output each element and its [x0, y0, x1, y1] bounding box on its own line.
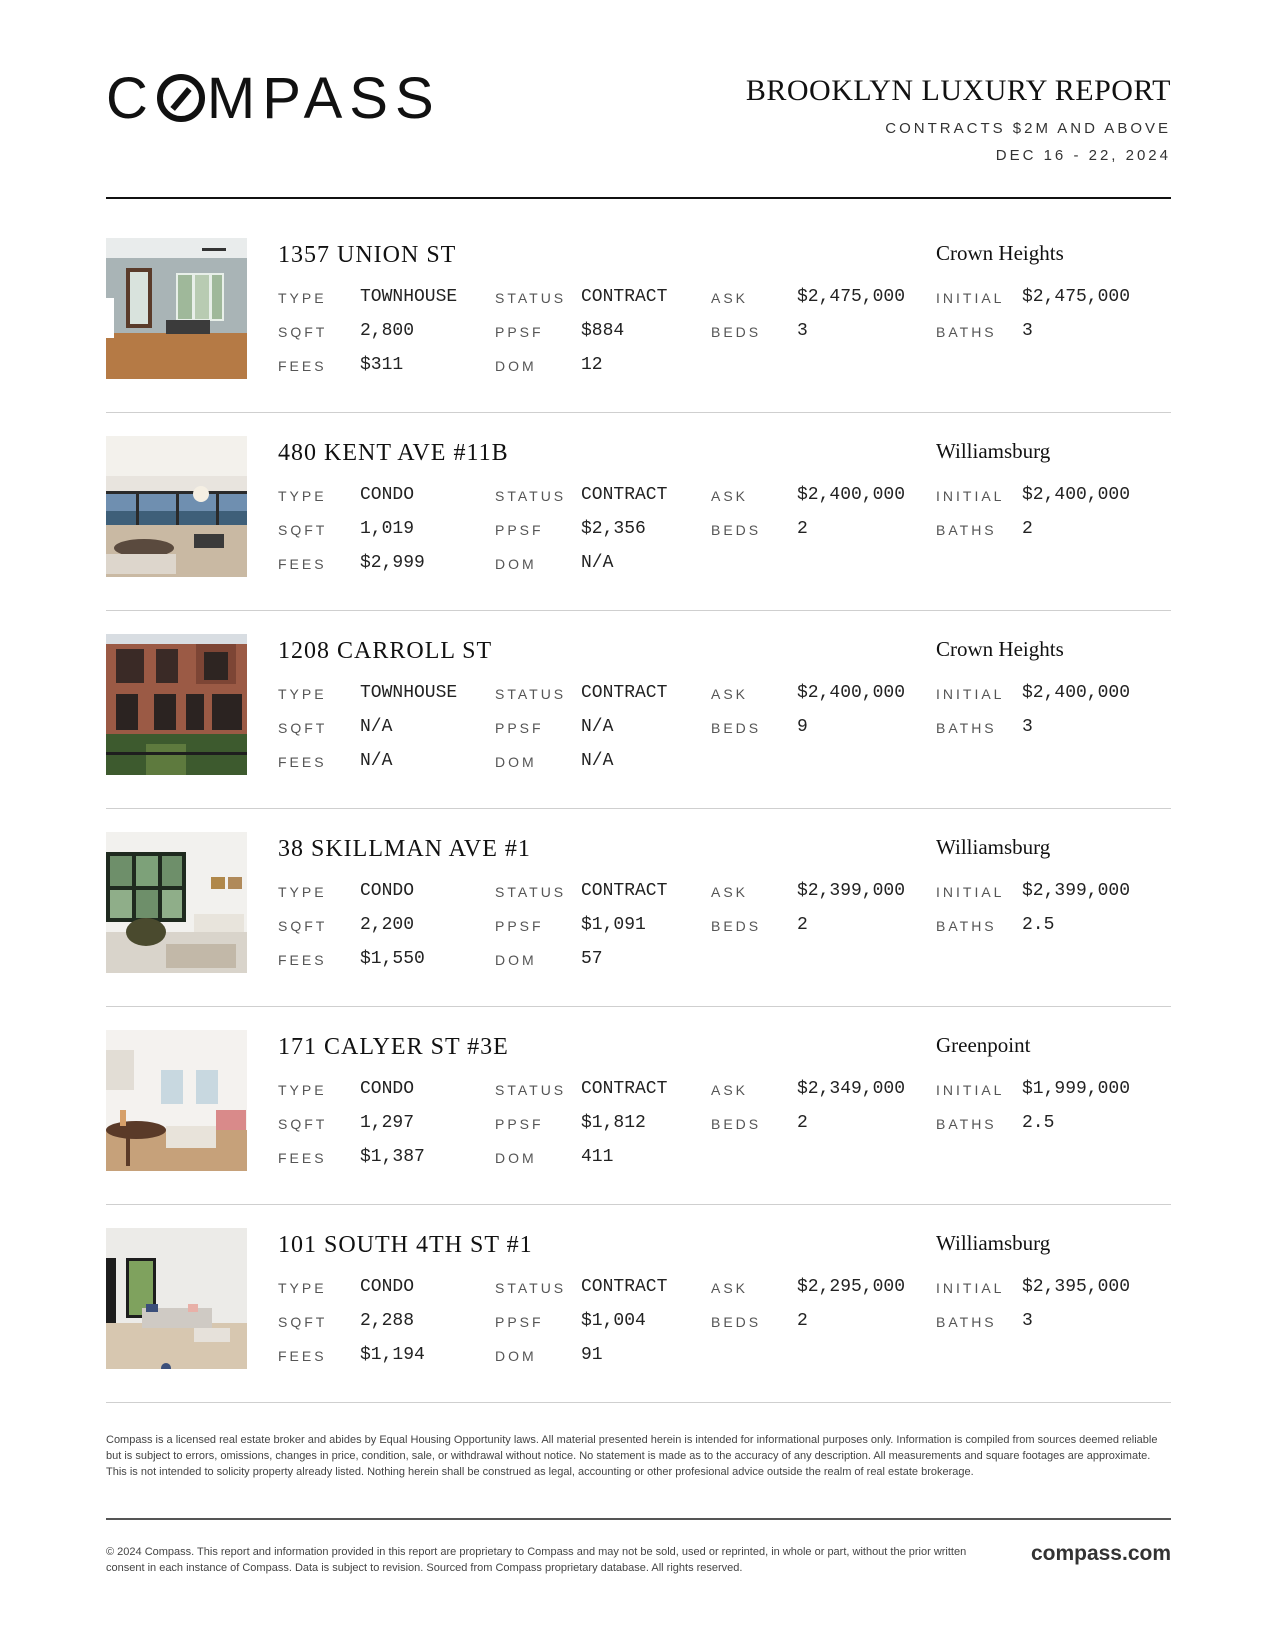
listing-neighborhood: Greenpoint — [936, 1033, 1031, 1057]
ask-value: $2,399,000 — [797, 881, 906, 901]
fees-label: FEES — [278, 1150, 327, 1166]
listing-neighborhood: Crown Heights — [936, 637, 1064, 661]
dom-label: DOM — [495, 1348, 537, 1364]
ppsf-value: $1,004 — [581, 1311, 646, 1331]
beds-value: 9 — [797, 717, 808, 737]
beds-label: BEDS — [711, 720, 762, 736]
initial-value: $2,400,000 — [1022, 683, 1131, 703]
beds-label: BEDS — [711, 324, 762, 340]
beds-label: BEDS — [711, 1314, 762, 1330]
ppsf-label: PPSF — [495, 324, 544, 340]
type-value: TOWNHOUSE — [360, 683, 458, 703]
dom-value: N/A — [581, 751, 614, 771]
dom-value: 411 — [581, 1147, 614, 1167]
sqft-label: SQFT — [278, 324, 328, 340]
listing-address: 171 CALYER ST #3E — [278, 1034, 509, 1060]
sqft-value: 1,297 — [360, 1113, 415, 1133]
legal-disclaimer: Compass is a licensed real estate broker and abides by Equal Housing Opportunity laws. All material presented herein is intended for informational purposes only. Information is compiled from sources deemed reliable but is subject to errors, omissions, changes in price, condition, sale, or withdrawal without notice. No statement is made as to the accuracy of any description. All measurements and square footages are approximate. This is not intended to solicity property already listed. Nothing herein shall be construed as legal, accounting or other profesional advice outside the realm of real estate brokerage. — [106, 1434, 1158, 1478]
ask-label: ASK — [711, 1082, 749, 1098]
status-label: STATUS — [495, 686, 567, 702]
sqft-label: SQFT — [278, 720, 328, 736]
fees-label: FEES — [278, 754, 327, 770]
beds-value: 2 — [797, 1113, 808, 1133]
report-subtitle: CONTRACTS $2M AND ABOVE — [885, 120, 1171, 137]
listing-divider — [106, 1204, 1171, 1205]
initial-label: INITIAL — [936, 884, 1005, 900]
type-value: CONDO — [360, 1079, 415, 1099]
fees-value: N/A — [360, 751, 393, 771]
listing-divider — [106, 808, 1171, 809]
baths-label: BATHS — [936, 522, 997, 538]
status-label: STATUS — [495, 884, 567, 900]
sqft-label: SQFT — [278, 1314, 328, 1330]
sqft-value: N/A — [360, 717, 393, 737]
listing-address: 480 KENT AVE #11B — [278, 440, 509, 466]
ppsf-label: PPSF — [495, 1314, 544, 1330]
beds-label: BEDS — [711, 1116, 762, 1132]
listing-row[interactable] — [106, 436, 1171, 634]
fees-label: FEES — [278, 952, 327, 968]
listing-address: 38 SKILLMAN AVE #1 — [278, 836, 531, 862]
listing-divider — [106, 412, 1171, 413]
ppsf-value: $1,812 — [581, 1113, 646, 1133]
property-photo[interactable] — [106, 634, 247, 775]
ask-label: ASK — [711, 290, 749, 306]
listing-divider — [106, 1006, 1171, 1007]
sqft-label: SQFT — [278, 918, 328, 934]
ask-label: ASK — [711, 884, 749, 900]
type-value: CONDO — [360, 485, 415, 505]
logo-letter-c: C — [106, 65, 155, 131]
baths-label: BATHS — [936, 1116, 997, 1132]
listings-list — [106, 238, 1171, 1426]
initial-value: $1,999,000 — [1022, 1079, 1131, 1099]
fees-label: FEES — [278, 1348, 327, 1364]
status-label: STATUS — [495, 290, 567, 306]
listing-row[interactable] — [106, 634, 1171, 832]
status-value: CONTRACT — [581, 485, 668, 505]
ppsf-value: N/A — [581, 717, 614, 737]
status-value: CONTRACT — [581, 287, 668, 307]
ppsf-value: $884 — [581, 321, 625, 341]
baths-value: 2.5 — [1022, 1113, 1055, 1133]
initial-label: INITIAL — [936, 1082, 1005, 1098]
listing-divider — [106, 610, 1171, 611]
listing-row[interactable] — [106, 832, 1171, 1030]
baths-label: BATHS — [936, 720, 997, 736]
dom-value: 12 — [581, 355, 603, 375]
sqft-label: SQFT — [278, 1116, 328, 1132]
beds-label: BEDS — [711, 522, 762, 538]
ask-value: $2,475,000 — [797, 287, 906, 307]
status-value: CONTRACT — [581, 881, 668, 901]
baths-value: 3 — [1022, 1311, 1033, 1331]
listing-address: 1357 UNION ST — [278, 242, 457, 268]
ask-value: $2,400,000 — [797, 485, 906, 505]
property-photo[interactable] — [106, 832, 247, 973]
beds-label: BEDS — [711, 918, 762, 934]
listing-address: 101 SOUTH 4TH ST #1 — [278, 1232, 533, 1258]
sqft-value: 1,019 — [360, 519, 415, 539]
dom-label: DOM — [495, 952, 537, 968]
dom-label: DOM — [495, 754, 537, 770]
initial-value: $2,400,000 — [1022, 485, 1131, 505]
dom-value: 57 — [581, 949, 603, 969]
fees-label: FEES — [278, 556, 327, 572]
status-label: STATUS — [495, 1082, 567, 1098]
type-label: TYPE — [278, 1280, 327, 1296]
dom-label: DOM — [495, 1150, 537, 1166]
listing-divider — [106, 1402, 1171, 1403]
dom-value: N/A — [581, 553, 614, 573]
beds-value: 3 — [797, 321, 808, 341]
baths-value: 2.5 — [1022, 915, 1055, 935]
baths-label: BATHS — [936, 1314, 997, 1330]
property-photo[interactable] — [106, 238, 247, 379]
type-label: TYPE — [278, 290, 327, 306]
sqft-value: 2,200 — [360, 915, 415, 935]
ppsf-value: $1,091 — [581, 915, 646, 935]
beds-value: 2 — [797, 519, 808, 539]
fees-value: $1,550 — [360, 949, 425, 969]
initial-label: INITIAL — [936, 686, 1005, 702]
initial-label: INITIAL — [936, 1280, 1005, 1296]
ask-label: ASK — [711, 686, 749, 702]
copyright-notice: © 2024 Compass. This report and information provided in this report are proprietary to Compass and may not be sold, used or reprinted, in whole or part, without the prior written consent in each instance of Compass. Data is subject to revision. Sourced from Compass proprietary database. All rights reserved. — [106, 1546, 967, 1574]
initial-value: $2,399,000 — [1022, 881, 1131, 901]
status-value: CONTRACT — [581, 1079, 668, 1099]
dom-label: DOM — [495, 556, 537, 572]
report-header — [746, 74, 1171, 164]
property-photo[interactable] — [106, 1228, 247, 1369]
initial-value: $2,475,000 — [1022, 287, 1131, 307]
ppsf-value: $2,356 — [581, 519, 646, 539]
ask-label: ASK — [711, 1280, 749, 1296]
header-divider — [106, 197, 1171, 199]
sqft-label: SQFT — [278, 522, 328, 538]
type-label: TYPE — [278, 488, 327, 504]
dom-label: DOM — [495, 358, 537, 374]
beds-value: 2 — [797, 915, 808, 935]
listing-neighborhood: Williamsburg — [936, 1231, 1051, 1255]
baths-label: BATHS — [936, 324, 997, 340]
report-title: BROOKLYN LUXURY REPORT — [745, 74, 1171, 107]
ppsf-label: PPSF — [495, 720, 544, 736]
sqft-value: 2,288 — [360, 1311, 415, 1331]
compass-o-icon — [157, 74, 205, 122]
property-photo[interactable] — [106, 436, 247, 577]
listing-row[interactable] — [106, 1030, 1171, 1228]
type-value: CONDO — [360, 881, 415, 901]
ask-value: $2,295,000 — [797, 1277, 906, 1297]
fees-label: FEES — [278, 358, 327, 374]
status-label: STATUS — [495, 1280, 567, 1296]
initial-label: INITIAL — [936, 488, 1005, 504]
ppsf-label: PPSF — [495, 918, 544, 934]
ask-value: $2,400,000 — [797, 683, 906, 703]
property-photo[interactable] — [106, 1030, 247, 1171]
website-link[interactable]: compass.com — [1030, 1542, 1171, 1565]
compass-logo — [106, 65, 441, 131]
type-label: TYPE — [278, 686, 327, 702]
listing-address: 1208 CARROLL ST — [278, 638, 493, 664]
footer-divider — [106, 1518, 1171, 1520]
listing-neighborhood: Williamsburg — [936, 439, 1051, 463]
dom-value: 91 — [581, 1345, 603, 1365]
baths-value: 3 — [1022, 717, 1033, 737]
baths-value: 2 — [1022, 519, 1033, 539]
type-label: TYPE — [278, 884, 327, 900]
ask-value: $2,349,000 — [797, 1079, 906, 1099]
ask-label: ASK — [711, 488, 749, 504]
beds-value: 2 — [797, 1311, 808, 1331]
type-value: TOWNHOUSE — [360, 287, 458, 307]
fees-value: $2,999 — [360, 553, 425, 573]
status-value: CONTRACT — [581, 1277, 668, 1297]
type-label: TYPE — [278, 1082, 327, 1098]
status-value: CONTRACT — [581, 683, 668, 703]
listing-row[interactable] — [106, 1228, 1171, 1426]
report-date-range: DEC 16 - 22, 2024 — [995, 147, 1171, 164]
listing-neighborhood: Williamsburg — [936, 835, 1051, 859]
type-value: CONDO — [360, 1277, 415, 1297]
ppsf-label: PPSF — [495, 1116, 544, 1132]
initial-label: INITIAL — [936, 290, 1005, 306]
listing-row[interactable] — [106, 238, 1171, 436]
baths-value: 3 — [1022, 321, 1033, 341]
baths-label: BATHS — [936, 918, 997, 934]
listing-neighborhood: Crown Heights — [936, 241, 1064, 265]
fees-value: $1,387 — [360, 1147, 425, 1167]
fees-value: $1,194 — [360, 1345, 425, 1365]
logo-letters-mpass: MPASS — [206, 65, 441, 131]
fees-value: $311 — [360, 355, 404, 375]
initial-value: $2,395,000 — [1022, 1277, 1131, 1297]
sqft-value: 2,800 — [360, 321, 415, 341]
status-label: STATUS — [495, 488, 567, 504]
ppsf-label: PPSF — [495, 522, 544, 538]
